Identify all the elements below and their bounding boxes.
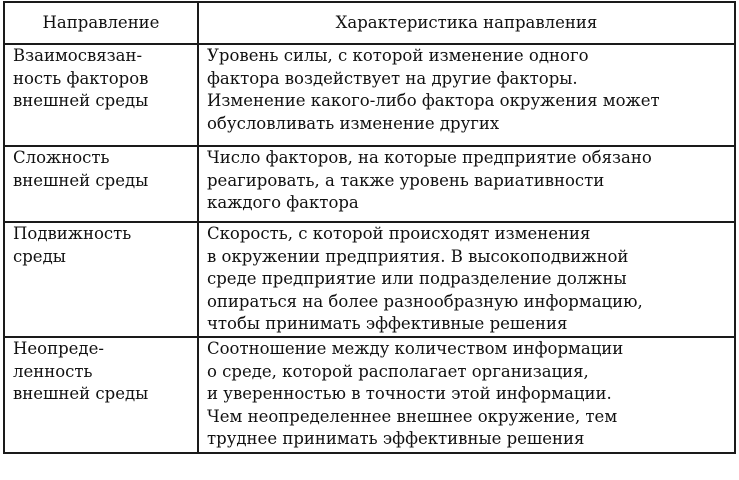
table-header-row — [4, 2, 735, 44]
row-direction-text: Подвижность среды — [13, 224, 132, 266]
row-characteristic-cell — [198, 44, 735, 146]
row-direction-text: Взаимосвязан- ность факторов внешней среды — [13, 46, 149, 111]
row-characteristic-cell — [198, 222, 735, 337]
row-direction-cell — [4, 44, 198, 146]
characteristics-table — [3, 1, 736, 454]
row-direction-text: Неопреде- ленность внешней среды — [13, 339, 149, 404]
table-row — [4, 222, 735, 337]
table-row — [4, 337, 735, 453]
row-direction-text: Сложность внешней среды — [13, 148, 149, 190]
row-characteristic-text: Уровень силы, с которой изменение одного фактора воздействует на другие факторы. Изменение какого-либо фактора окружения может обусловливать изменение других — [207, 46, 660, 133]
row-direction-cell — [4, 222, 198, 337]
row-direction-cell — [4, 337, 198, 453]
header-direction: Направление — [4, 2, 198, 44]
row-characteristic-text: Число факторов, на которые предприятие обязано реагировать, а также уровень вариативности каждого фактора — [207, 148, 652, 213]
row-characteristic-cell — [198, 146, 735, 222]
row-characteristic-cell — [198, 337, 735, 453]
row-direction-cell — [4, 146, 198, 222]
row-characteristic-text: Соотношение между количеством информации о среде, которой располагает организация, и уверенностью в точности этой информации. Чем неопределеннее внешнее окружение, тем труднее принимать эффективные решения — [207, 339, 624, 449]
row-characteristic-text: Скорость, с которой происходят изменения в окружении предприятия. В высокоподвижной среде предприятие или подразделение должны опираться на более разнообразную информацию, чтобы принимать эффективные решения — [207, 224, 643, 334]
header-characteristic: Характеристика направления — [198, 2, 735, 44]
table-row — [4, 146, 735, 222]
table-row — [4, 44, 735, 146]
